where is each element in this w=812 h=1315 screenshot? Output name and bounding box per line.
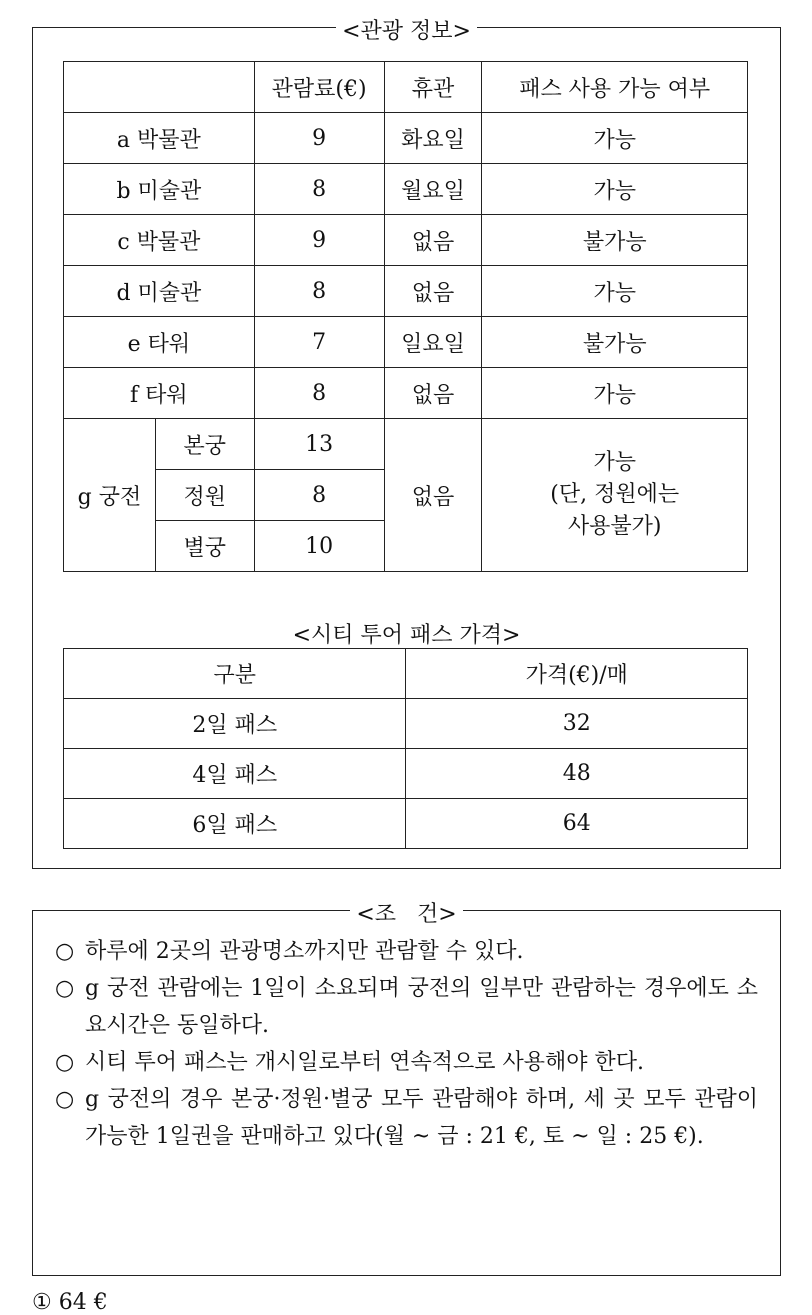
attraction-fee: 9 (254, 113, 384, 164)
attraction-fee: 8 (254, 266, 384, 317)
pass-price-caption: <시티 투어 패스 가격> (292, 623, 521, 648)
conditions-title: <조 건> (350, 902, 462, 927)
header-cell-type: 구분 (64, 649, 406, 699)
attraction-fee: 8 (254, 368, 384, 419)
attraction-name: b 미술관 (64, 164, 255, 215)
attraction-closed: 월요일 (384, 164, 482, 215)
table-row (64, 113, 748, 164)
palace-part-fee: 8 (254, 470, 384, 521)
attraction-pass: 가능 (482, 113, 748, 164)
attraction-closed: 화요일 (384, 113, 482, 164)
attraction-name: d 미술관 (64, 266, 255, 317)
condition-text: 하루에 2곳의 관광명소까지만 관람할 수 있다. (85, 939, 524, 964)
palace-pass (482, 419, 748, 572)
tourism-info-box (32, 19, 781, 869)
attraction-name: c 박물관 (64, 215, 255, 266)
palace-closed: 없음 (384, 419, 482, 572)
attractions-table (63, 61, 748, 572)
pass-type: 4일 패스 (64, 749, 406, 799)
attraction-pass: 가능 (482, 266, 748, 317)
attraction-fee: 9 (254, 215, 384, 266)
tourism-info-title: <관광 정보> (336, 19, 477, 44)
header-cell-empty (64, 62, 255, 113)
palace-pass-line: 가능 (593, 450, 636, 475)
condition-text: g 궁전 관람에는 1일이 소요되며 궁전의 일부만 관람하는 경우에도 소요시간은 동일하다. (85, 976, 758, 1038)
condition-text: 시티 투어 패스는 개시일로부터 연속적으로 사용해야 한다. (85, 1050, 645, 1075)
attraction-pass: 불가능 (482, 215, 748, 266)
attraction-name: a 박물관 (64, 113, 255, 164)
attraction-closed: 없음 (384, 368, 482, 419)
table-row (64, 215, 748, 266)
answer-choice-partial: ① 64 € (32, 1290, 108, 1315)
pass-price-table (63, 648, 748, 849)
table-row (64, 799, 748, 849)
list-item (55, 1081, 758, 1155)
palace-part-fee: 10 (254, 521, 384, 572)
pass-price: 64 (406, 799, 748, 849)
attraction-fee: 7 (254, 317, 384, 368)
list-item (55, 970, 758, 1044)
condition-text: g 궁전의 경우 본궁·정원·별궁 모두 관람해야 하며, 세 곳 모두 관람이 가능한 1일권을 판매하고 있다(월 ~ 금 : 21 €, 토 ~ 일 : 25 €). (85, 1087, 758, 1149)
header-cell-price: 가격(€)/매 (406, 649, 748, 699)
table-row (64, 317, 748, 368)
circle-bullet-icon: ○ (55, 976, 75, 1001)
attraction-closed: 일요일 (384, 317, 482, 368)
pass-type: 2일 패스 (64, 699, 406, 749)
pass-type: 6일 패스 (64, 799, 406, 849)
pass-price: 48 (406, 749, 748, 799)
circle-bullet-icon: ○ (55, 1050, 75, 1075)
attraction-fee: 8 (254, 164, 384, 215)
palace-pass-line: (단, 정원에는 (550, 482, 680, 507)
conditions-list (55, 933, 758, 1155)
table-header-row (64, 649, 748, 699)
palace-part-name: 정원 (155, 470, 254, 521)
list-item (55, 1044, 758, 1081)
attraction-name: e 타워 (64, 317, 255, 368)
header-cell-closed: 휴관 (384, 62, 482, 113)
table-row (64, 368, 748, 419)
palace-part-name: 별궁 (155, 521, 254, 572)
list-item (55, 933, 758, 970)
table-row (64, 699, 748, 749)
palace-part-name: 본궁 (155, 419, 254, 470)
table-header-row (64, 62, 748, 113)
attraction-pass: 불가능 (482, 317, 748, 368)
conditions-box (32, 902, 781, 1276)
attraction-pass: 가능 (482, 164, 748, 215)
palace-part-fee: 13 (254, 419, 384, 470)
table-row (64, 266, 748, 317)
table-row (64, 164, 748, 215)
palace-name: g 궁전 (64, 419, 156, 572)
pass-price: 32 (406, 699, 748, 749)
palace-pass-line: 사용불가) (567, 514, 662, 539)
table-row (64, 419, 748, 470)
attraction-pass: 가능 (482, 368, 748, 419)
circle-bullet-icon: ○ (55, 1087, 75, 1112)
attraction-closed: 없음 (384, 215, 482, 266)
table-row (64, 749, 748, 799)
header-cell-pass: 패스 사용 가능 여부 (482, 62, 748, 113)
header-cell-fee: 관람료(€) (254, 62, 384, 113)
circle-bullet-icon: ○ (55, 939, 75, 964)
attraction-closed: 없음 (384, 266, 482, 317)
attraction-name: f 타워 (64, 368, 255, 419)
